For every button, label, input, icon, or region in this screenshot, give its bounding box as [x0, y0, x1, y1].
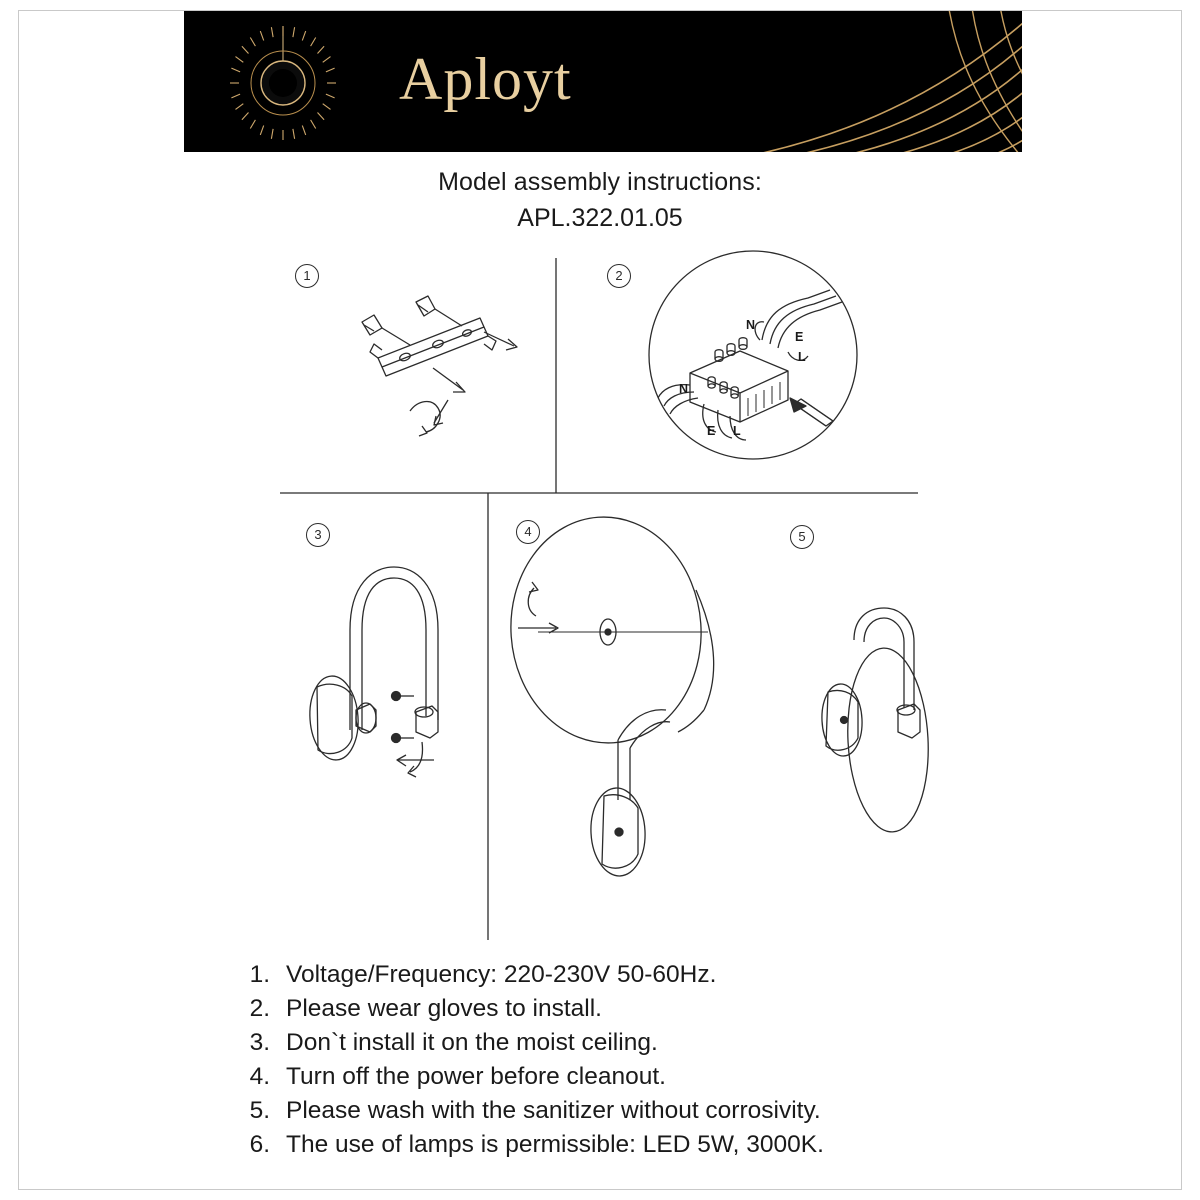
list-item [232, 1128, 1012, 1162]
brand-wordmark: Aployt [399, 46, 572, 112]
step-3-badge: 3 [306, 523, 330, 547]
wire-label-l-top: L [798, 350, 806, 364]
step-1-badge: 1 [295, 264, 319, 288]
page-title-block [0, 168, 1200, 233]
list-item-number: 5. [249, 1097, 270, 1124]
brand-banner [184, 11, 1022, 152]
list-item-number: 4. [249, 1063, 270, 1090]
page-title: Model assembly instructions: [438, 168, 762, 196]
list-item-text: The use of lamps is permissible: LED 5W, 3000K. [286, 1131, 824, 1158]
list-item [232, 958, 1012, 992]
list-item [232, 1094, 1012, 1128]
radiating-rays-icon [702, 11, 1022, 152]
instruction-list [232, 958, 1012, 1162]
wire-label-e-bottom: E [707, 424, 716, 438]
wire-label-n-top: N [746, 318, 756, 332]
model-code: APL.322.01.05 [517, 204, 683, 232]
list-item-number: 2. [249, 995, 270, 1022]
diagram-drawing [18, 240, 1182, 950]
sunburst-logo-icon [224, 24, 342, 142]
list-item-number: 1. [249, 961, 270, 988]
list-item [232, 1026, 1012, 1060]
list-item-text: Don`t install it on the moist ceiling. [286, 1029, 658, 1056]
list-item-number: 6. [249, 1131, 270, 1158]
wire-label-n-bottom: N [679, 382, 689, 396]
step-4-badge: 4 [516, 520, 540, 544]
assembly-diagram [18, 240, 1182, 950]
wire-label-e-top: E [795, 330, 804, 344]
list-item-text: Turn off the power before cleanout. [286, 1063, 666, 1090]
list-item [232, 1060, 1012, 1094]
list-item-text: Please wash with the sanitizer without corrosivity. [286, 1097, 821, 1124]
list-item-text: Please wear gloves to install. [286, 995, 602, 1022]
list-item-text: Voltage/Frequency: 220-230V 50-60Hz. [286, 961, 717, 988]
step-5-badge: 5 [790, 525, 814, 549]
list-item [232, 992, 1012, 1026]
list-item-number: 3. [249, 1029, 270, 1056]
wire-label-l-bottom: L [733, 424, 741, 438]
step-2-badge: 2 [607, 264, 631, 288]
